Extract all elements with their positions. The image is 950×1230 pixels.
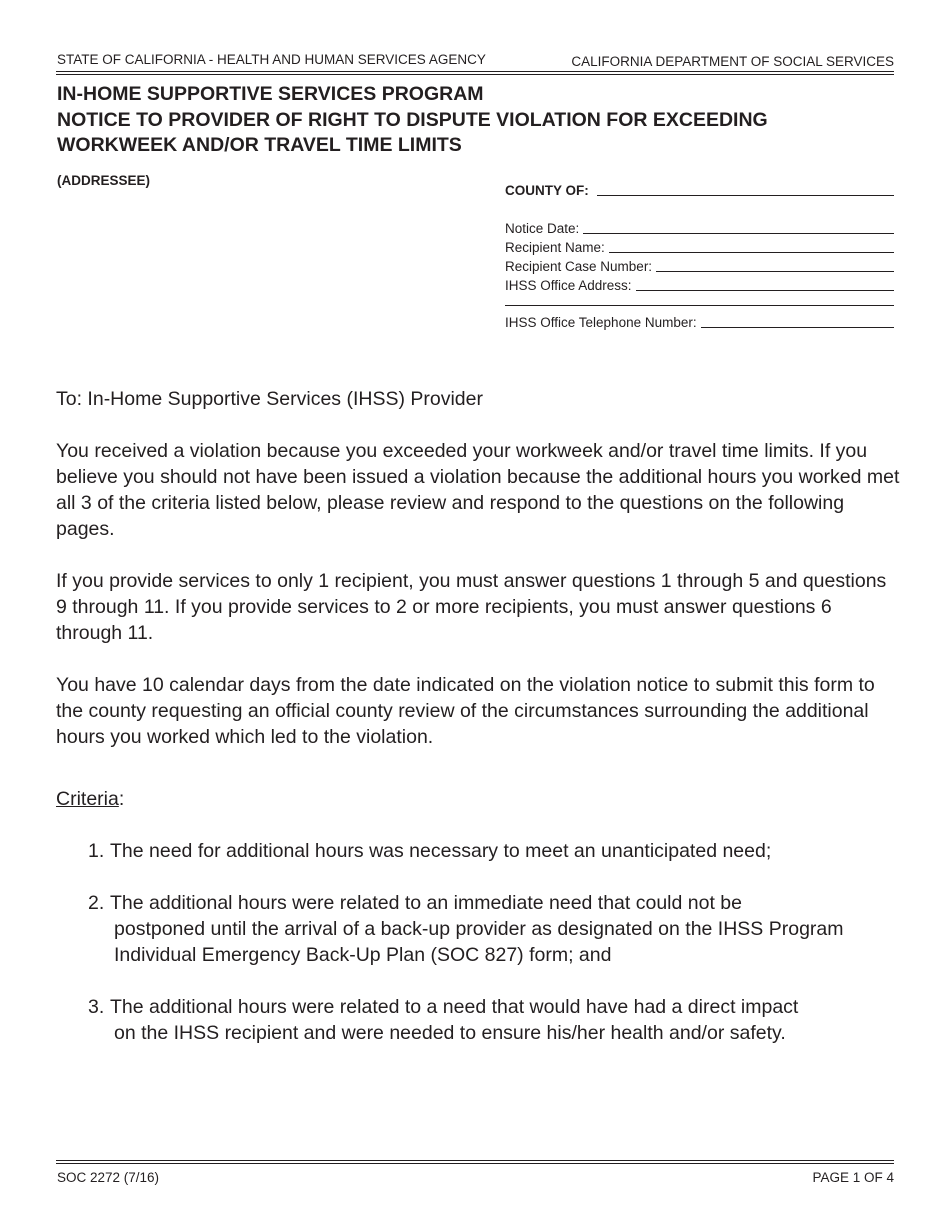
office-phone-field[interactable] <box>505 313 894 330</box>
header-rule <box>56 71 894 72</box>
criteria-text-cont: postponed until the arrival of a back-up provider as designated on the IHSS Program Individual Emergency Back-Up Plan (SOC 827) form; and <box>114 918 844 966</box>
criteria-text: The need for additional hours was necessary to meet an unanticipated need; <box>110 840 772 862</box>
criteria-item-1 <box>88 838 888 864</box>
form-number: SOC 2272 (7/16) <box>57 1170 160 1185</box>
salutation: To: In-Home Supportive Services (IHSS) Provider <box>56 388 483 410</box>
recipient-name-field[interactable] <box>505 238 894 255</box>
office-address-input-line[interactable] <box>636 290 894 291</box>
footer-rule <box>56 1160 894 1161</box>
criteria-text: The additional hours were related to an immediate need that could not be <box>110 892 742 914</box>
criteria-heading <box>56 786 901 812</box>
office-phone-label: IHSS Office Telephone Number: <box>505 315 697 330</box>
criteria-heading-text: Criteria <box>56 788 119 810</box>
office-address-field[interactable] <box>505 276 894 293</box>
county-input-line[interactable] <box>597 195 894 196</box>
notice-date-field[interactable] <box>505 219 894 236</box>
county-label: COUNTY OF: <box>505 183 589 198</box>
criteria-number: 1. <box>88 840 105 862</box>
criteria-item-2 <box>88 890 888 968</box>
form-title <box>57 82 768 159</box>
recipient-name-input-line[interactable] <box>609 252 894 253</box>
recipient-case-label: Recipient Case Number: <box>505 259 653 274</box>
criteria-heading-colon: : <box>118 788 125 810</box>
page-number: PAGE 1 OF 4 <box>812 1170 894 1185</box>
paragraph-deadline: You have 10 calendar days from the date indicated on the violation notice to submit this form to the county requesting an official county review of the circumstances surrounding the additional hours you worked which led to the violation. <box>56 674 875 748</box>
office-phone-input-line[interactable] <box>701 327 894 328</box>
recipient-case-field[interactable] <box>505 257 894 274</box>
office-address-label: IHSS Office Address: <box>505 278 632 293</box>
recipient-name-label: Recipient Name: <box>505 240 605 255</box>
paragraph-violation: You received a violation because you exceeded your workweek and/or travel time limits. If you believe you should not have been issued a violation because the additional hours you worked met all 3 of the criteria listed below, please review and respond to the questions on the following pages. <box>56 440 900 540</box>
title-line-1: IN-HOME SUPPORTIVE SERVICES PROGRAM <box>57 83 484 105</box>
addressee-label: (ADDRESSEE) <box>57 173 151 188</box>
criteria-number: 3. <box>88 996 105 1018</box>
criteria-text: The additional hours were related to a need that would have had a direct impact <box>110 996 799 1018</box>
notice-date-input-line[interactable] <box>583 233 894 234</box>
department-name: CALIFORNIA DEPARTMENT OF SOCIAL SERVICES <box>571 54 894 69</box>
criteria-text-cont: on the IHSS recipient and were needed to ensure his/her health and/or safety. <box>114 1022 786 1044</box>
header-rule-2 <box>56 74 894 75</box>
criteria-item-3 <box>88 994 888 1046</box>
criteria-number: 2. <box>88 892 105 914</box>
county-field[interactable] <box>505 181 894 198</box>
notice-date-label: Notice Date: <box>505 221 580 236</box>
recipient-case-input-line[interactable] <box>656 271 894 272</box>
title-line-3: WORKWEEK AND/OR TRAVEL TIME LIMITS <box>57 134 462 156</box>
agency-name: STATE OF CALIFORNIA - HEALTH AND HUMAN SERVICES AGENCY <box>57 52 486 67</box>
paragraph-questions: If you provide services to only 1 recipient, you must answer questions 1 through 5 and questions 9 through 11. If you provide services to 2 or more recipients, you must answer questions 6 through 11. <box>56 570 887 644</box>
footer-rule-2 <box>56 1163 894 1164</box>
title-line-2: NOTICE TO PROVIDER OF RIGHT TO DISPUTE VIOLATION FOR EXCEEDING <box>57 108 768 131</box>
office-address-line-2[interactable] <box>505 305 894 306</box>
